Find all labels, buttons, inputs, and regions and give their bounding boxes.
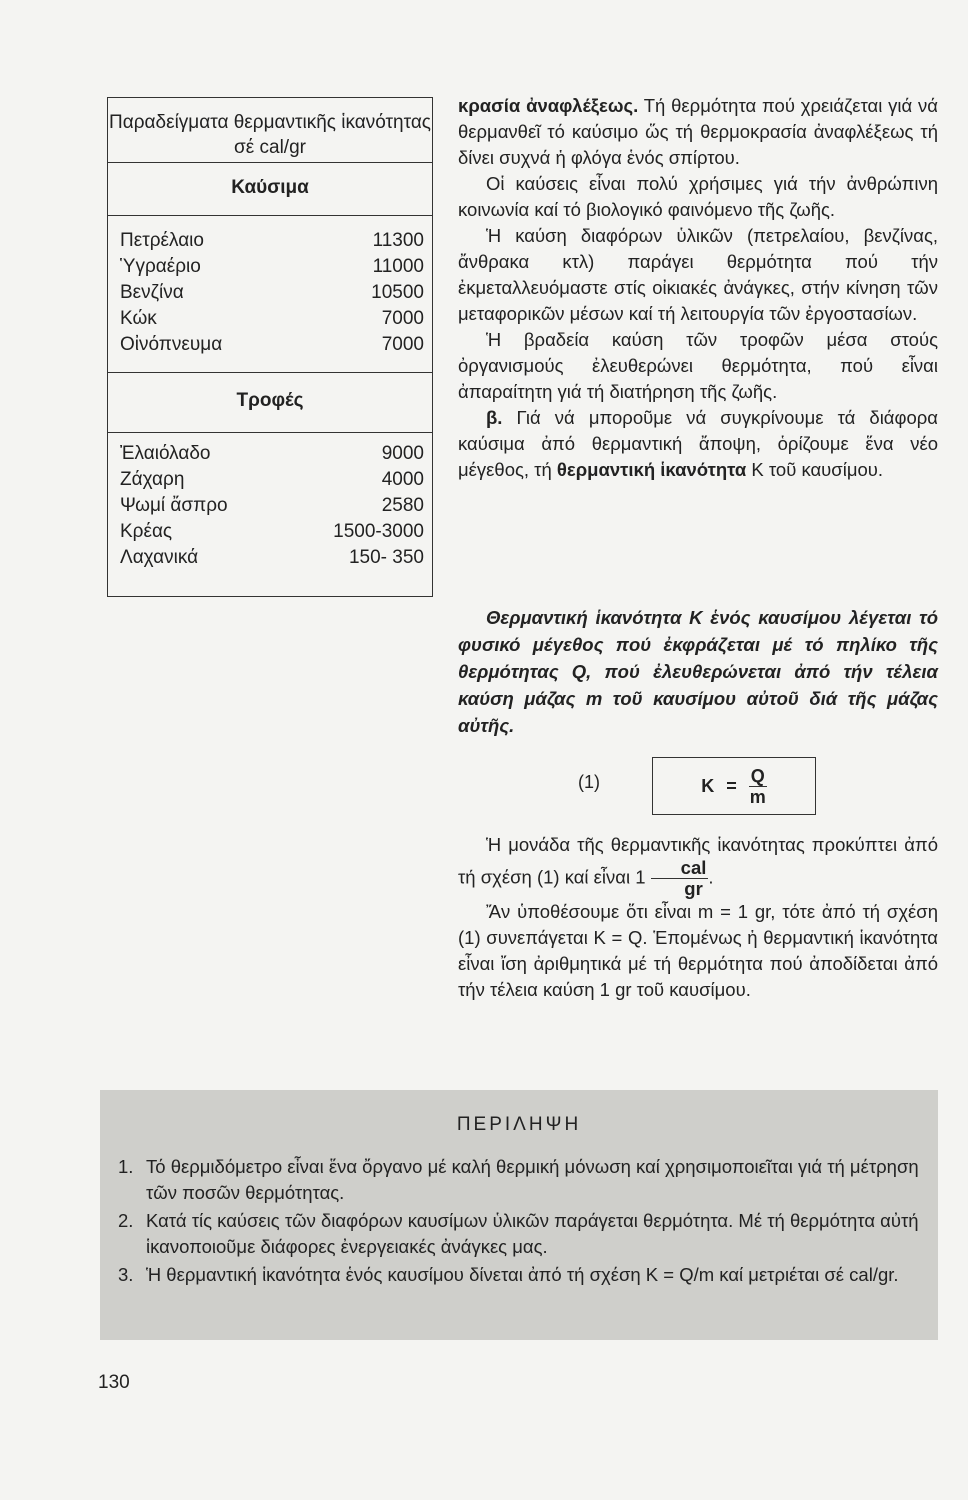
row-value: 9000 (381, 443, 424, 464)
formula-lhs: K (701, 775, 715, 796)
definition-block (458, 604, 938, 739)
unit-fraction (651, 858, 709, 899)
table-row (120, 545, 424, 571)
item-number: 3. (118, 1264, 134, 1285)
fuels-header: Καύσιμα (108, 163, 432, 216)
formula-number: (1) (578, 772, 600, 792)
row-label: Ζάχαρη (120, 469, 185, 490)
summary-title: ΠΕΡΙΛΗΨΗ (456, 1114, 582, 1135)
summary-list (118, 1154, 928, 1290)
row-label: Κώκ (120, 308, 157, 329)
bold-term: κρασία ἀναφλέξεως. (458, 95, 639, 116)
paragraph: Οἱ καύσεις εἶναι πολύ χρήσιμες γιά τήν ἀνθρώπινη κοινωνία καί τό βιολογικό φαινόμενο τῆς ζωῆς. (458, 173, 938, 220)
paragraph-text: Ἡ μονάδα τῆς θερμαντικῆς ἱκανότητας προκύπτει ἀπό τή σχέση (1) καί εἶναι 1 (458, 834, 938, 888)
foods-header: Τροφές (108, 373, 432, 433)
table-row (120, 280, 424, 306)
row-label: Ὑγραέριο (120, 256, 201, 277)
paragraph-text: Γιά νά μποροῦμε νά συγκρίνουμε τά διάφορα καύσιμα ἀπό θερμαντική ἄποψη, ὁρίζουμε ἕνα νέο μέγεθος, τή (458, 407, 938, 480)
table-row (120, 519, 424, 545)
fuels-list (108, 216, 432, 373)
list-item (118, 1262, 928, 1288)
paragraph (458, 832, 938, 899)
formula-fraction (749, 766, 767, 807)
table-title: Παραδείγματα θερμαντικῆς ἱκανότητας σέ cal/gr (108, 98, 432, 163)
row-value: 10500 (371, 282, 424, 303)
table-row (120, 228, 424, 254)
item-number: 2. (118, 1210, 134, 1231)
item-text: Κατά τίς καύσεις τῶν διαφόρων καυσίμων ὑλικῶν παράγεται θερμότητα. Μέ τή θερμότητα αὐτή ἱκανοποιοῦμε διάφορες ἐνεργειακές ἀνάγκες μας. (146, 1210, 919, 1257)
row-label: Ἐλαιόλαδο (120, 443, 211, 464)
paragraph: Ἄν ὑποθέσουμε ὅτι εἶναι m = 1 gr, τότε ἀπό τή σχέση (1) συνεπάγεται Κ = Q. Ἑπομένως ἡ θερμαντική ἱκανότητα εἶναι ἴση ἀριθμητικά μέ τή θερμότητα πού ἀποδίδεται ἀπό τήν τέλεια καύση 1 gr τοῦ καυσίμου. (458, 901, 938, 1000)
body-text-upper (458, 93, 938, 483)
paragraph-text: Τή θερμότητα πού χρειάζεται γιά νά θερμανθεῖ τό καύσιμο ὥς τή θερμοκρασία ἀναφλέξεως τή δίνει συχνά ἡ φλόγα ἑνός σπίρτου. (458, 95, 938, 168)
bold-term: θερμαντική ἱκανότητα (556, 459, 747, 480)
row-value: 2580 (381, 495, 424, 516)
row-value: 150- 350 (348, 547, 424, 568)
summary-box (100, 1090, 938, 1340)
formula-numerator: Q (750, 765, 765, 786)
row-value: 7000 (381, 334, 424, 355)
item-text: Τό θερμιδόμετρο εἶναι ἕνα ὄργανο μέ καλή θερμική μόνωση καί χρησιμοποιεῖται γιά τή μέτρηση τῶν ποσῶν θερμότητας. (146, 1156, 919, 1203)
table-row (120, 467, 424, 493)
row-value: 11300 (372, 230, 424, 251)
row-value: 7000 (381, 308, 424, 329)
row-value: 11000 (372, 256, 424, 277)
row-value: 4000 (381, 469, 424, 490)
table-row (120, 441, 424, 467)
item-text: Ἡ θερμαντική ἱκανότητα ἑνός καυσίμου δίνεται ἀπό τή σχέση Κ = Q/m καί μετριέται σέ cal/gr. (146, 1264, 899, 1285)
paragraph-text: . (708, 866, 714, 888)
item-number: 1. (118, 1156, 134, 1177)
unit-numerator: cal (651, 858, 709, 879)
row-label: Κρέας (120, 521, 173, 542)
paragraph: Ἡ βραδεία καύση τῶν τροφῶν μέσα στούς ὀργανισμούς ἐλευθερώνει θερμότητα, πού εἶναι ἀπαραίτητη γιά τή διατήρηση τῆς ζωῆς. (458, 329, 938, 402)
section-label: β. (486, 407, 503, 428)
row-label: Οἰνόπνευμα (120, 334, 223, 355)
foods-list (108, 433, 432, 579)
paragraph-text: Κ τοῦ καυσίμου. (746, 459, 884, 480)
list-item (118, 1208, 928, 1260)
paragraph (458, 93, 938, 171)
row-label: Ψωμί ἄσπρο (120, 495, 228, 516)
body-text-lower (458, 832, 938, 1003)
unit-denominator: gr (684, 878, 703, 899)
formula-box (652, 757, 816, 815)
row-value: 1500-3000 (333, 521, 424, 542)
row-label: Πετρέλαιο (120, 230, 204, 251)
formula-denominator: m (749, 786, 766, 807)
formula-equals: = (726, 775, 737, 796)
row-label: Λαχανικά (120, 547, 199, 568)
row-label: Βενζίνα (120, 282, 184, 303)
table-row (120, 493, 424, 519)
table-row (120, 332, 424, 358)
list-item (118, 1154, 928, 1206)
paragraph: Ἡ καύση διαφόρων ὑλικῶν (πετρελαίου, βενζίνας, ἄνθρακα κτλ) παράγει θερμότητα πού τήν ἐκμεταλλευόμαστε στίς οἰκιακές ἀνάγκες, στήν κίνηση τῶν μεταφορικῶν μέσων καί τή λειτουργία τῶν ἐργοστασίων. (458, 225, 938, 324)
definition-text: Θερμαντική ἱκανότητα Κ ἑνός καυσίμου λέγεται τό φυσικό μέγεθος πού ἐκφράζεται μέ τό πηλίκο τῆς θερμότητας Q, πού ἐλευθερώνεται ἀπό τήν τέλεια καύση μάζας m τοῦ καυσίμου αὐτοῦ διά τῆς μάζας αὐτῆς. (458, 607, 938, 736)
page-number: 130 (98, 1372, 130, 1393)
table-row (120, 254, 424, 280)
heat-capacity-table (107, 97, 433, 597)
paragraph (458, 405, 938, 483)
table-row (120, 306, 424, 332)
